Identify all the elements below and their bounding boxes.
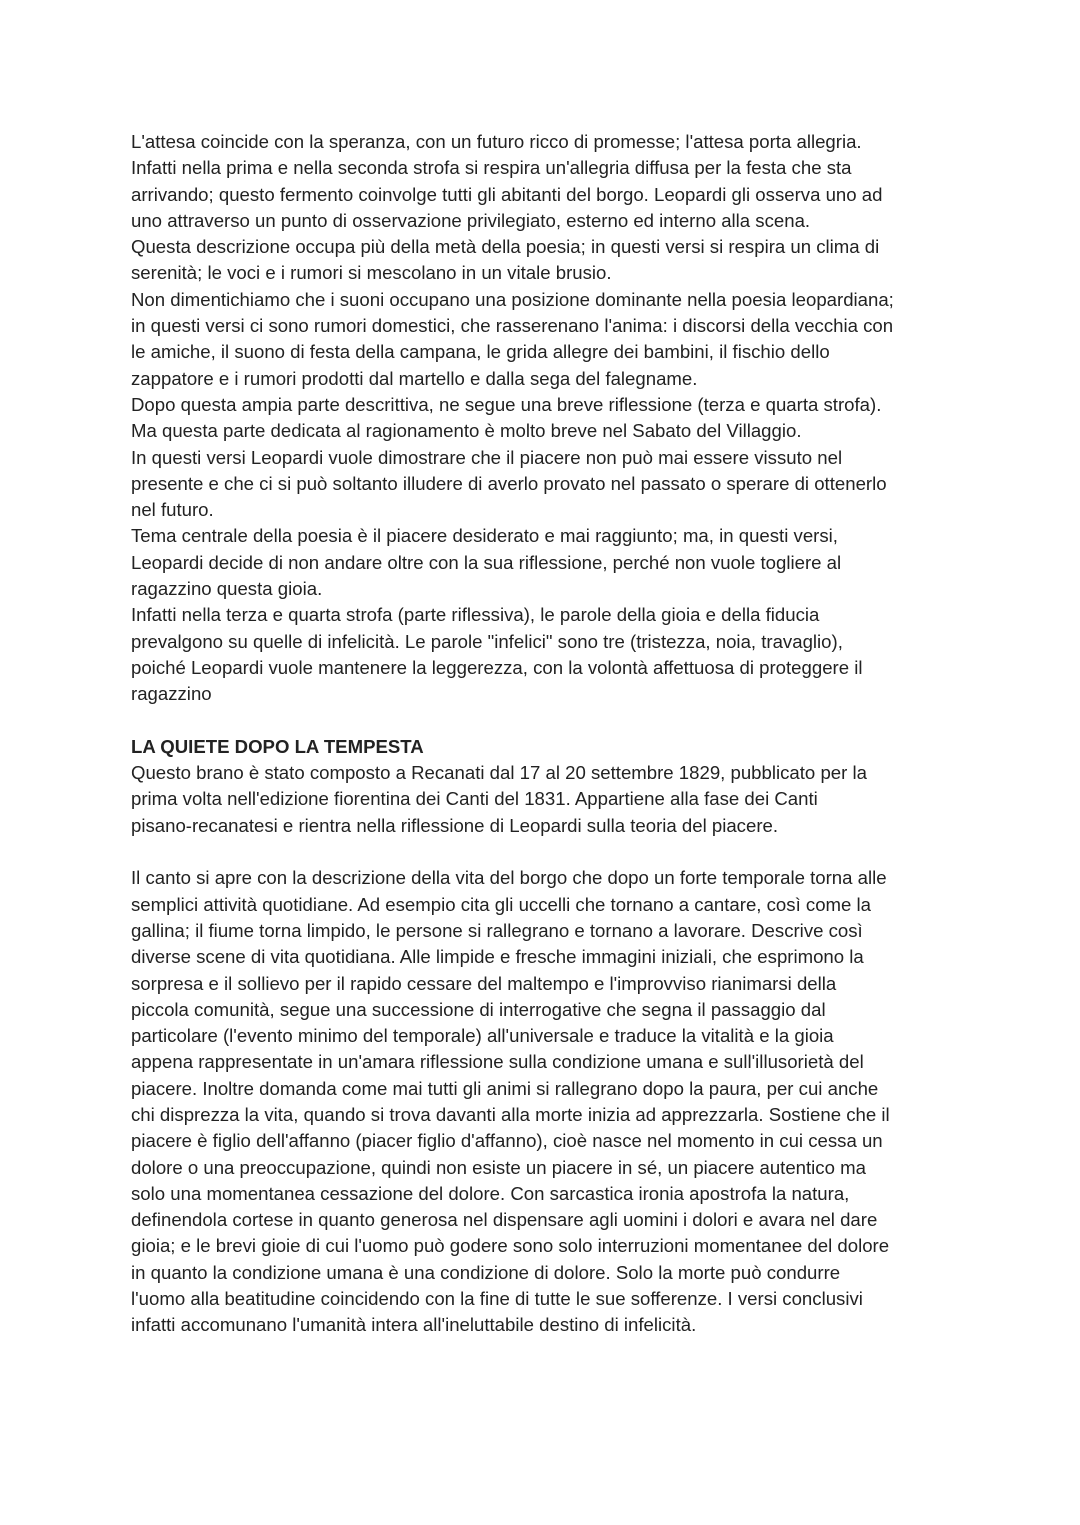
section-heading: LA QUIETE DOPO LA TEMPESTA (131, 735, 424, 757)
text-line: in questi versi ci sono rumori domestici, che rasserenano l'anima: i discorsi della vecchia con (131, 315, 894, 337)
text-line: l'uomo alla beatitudine coincidendo con la fine di tutte le sue sofferenze. I versi conclusivi (131, 1288, 863, 1310)
text-line: prima volta nell'edizione fiorentina dei Canti del 1831. Appartiene alla fase dei Canti (131, 788, 818, 810)
paragraph-sabato-analysis (131, 129, 961, 708)
text-line: pisano-recanatesi e rientra nella riflessione di Leopardi sulla teoria del piacere. (131, 814, 779, 836)
text-line: arrivando; questo fermento coinvolge tutti gli abitanti del borgo. Leopardi gli osserva uno ad (131, 183, 883, 205)
text-line: piccola comunità, segue una successione di interrogative che segna il passaggio dal (131, 998, 826, 1020)
text-line: sorpresa e il sollievo per il rapido cessare del maltempo e l'improvviso rianimarsi della (131, 972, 837, 994)
text-line: diverse scene di vita quotidiana. Alle limpide e fresche immagini iniziali, che esprimono la (131, 946, 864, 968)
text-line: uno attraverso un punto di osservazione privilegiato, esterno ed interno alla scena. (131, 209, 811, 231)
text-line: appena rappresentate in un'amara riflessione sulla condizione umana e sull'illusorietà del (131, 1051, 864, 1073)
blank-line (131, 839, 961, 865)
text-line: zappatore e i rumori prodotti dal martello e dalla sega del falegname. (131, 367, 698, 389)
text-line: definendola cortese in quanto generosa nel dispensare agli uomini i dolori e avara nel dare (131, 1209, 878, 1231)
text-line: prevalgono su quelle di infelicità. Le parole "infelici" sono tre (tristezza, noia, travaglio), (131, 630, 843, 652)
text-line: presente e che ci si può soltanto illudere di averlo provato nel passato o sperare di ottenerlo (131, 472, 887, 494)
text-line: In questi versi Leopardi vuole dimostrare che il piacere non può mai essere vissuto nel (131, 446, 843, 468)
text-line: ragazzino (131, 683, 212, 705)
text-line: L'attesa coincide con la speranza, con un futuro ricco di promesse; l'attesa porta allegria. (131, 131, 862, 152)
text-line: ragazzino questa gioia. (131, 578, 323, 600)
text-line: Infatti nella prima e nella seconda strofa si respira un'allegria diffusa per la festa che sta (131, 157, 852, 179)
text-line: particolare (l'evento minimo del temporale) all'universale e traduce la vitalità e la gioia (131, 1025, 834, 1047)
text-line: Tema centrale della poesia è il piacere desiderato e mai raggiunto; ma, in questi versi, (131, 525, 838, 547)
text-line: piacere. Inoltre domanda come mai tutti gli animi si rallegrano dopo la paura, per cui anche (131, 1077, 879, 1099)
text-line: Il canto si apre con la descrizione della vita del borgo che dopo un forte temporale torna alle (131, 867, 887, 889)
text-line: poiché Leopardi vuole mantenere la leggerezza, con la volontà affettuosa di proteggere il (131, 656, 863, 678)
text-line: solo una momentanea cessazione del dolore. Con sarcastica ironia apostrofa la natura, (131, 1182, 850, 1204)
text-line: Questo brano è stato composto a Recanati dal 17 al 20 settembre 1829, pubblicato per la (131, 762, 867, 784)
text-line: dolore o una preoccupazione, quindi non esiste un piacere in sé, un piacere autentico ma (131, 1156, 866, 1178)
text-line: Ma questa parte dedicata al ragionamento è molto breve nel Sabato del Villaggio. (131, 420, 802, 442)
text-line: Leopardi decide di non andare oltre con la sua riflessione, perché non vuole togliere al (131, 551, 842, 573)
text-line: gioia; e le brevi gioie di cui l'uomo può godere sono solo interruzioni momentanee del dolore (131, 1235, 890, 1257)
text-line: Questa descrizione occupa più della metà della poesia; in questi versi si respira un clima di (131, 236, 880, 258)
text-line: Dopo questa ampia parte descrittiva, ne segue una breve riflessione (terza e quarta strofa). (131, 393, 882, 415)
text-line: chi disprezza la vita, quando si trova davanti alla morte inizia ad apprezzarla. Sostiene che il (131, 1103, 890, 1125)
paragraph-quiete-intro (131, 760, 961, 839)
paragraph-quiete-analysis (131, 865, 961, 1338)
text-line: serenità; le voci e i rumori si mescolano in un vitale brusio. (131, 262, 612, 284)
text-line: Infatti nella terza e quarta strofa (parte riflessiva), le parole della gioia e della fiducia (131, 604, 820, 626)
text-line: infatti accomunano l'umanità intera all'ineluttabile destino di infelicità. (131, 1314, 697, 1336)
text-line: piacere è figlio dell'affanno (piacer figlio d'affanno), cioè nasce nel momento in cui cessa un (131, 1130, 883, 1152)
text-line: Non dimentichiamo che i suoni occupano una posizione dominante nella poesia leopardiana; (131, 288, 894, 310)
blank-line (131, 708, 961, 734)
text-line: nel futuro. (131, 499, 214, 521)
document-page (131, 129, 961, 1339)
text-line: gallina; il fiume torna limpido, le persone si rallegrano e tornano a lavorare. Descrive così (131, 919, 863, 941)
text-line: le amiche, il suono di festa della campana, le grida allegre dei bambini, il fischio dello (131, 341, 830, 363)
text-line: semplici attività quotidiane. Ad esempio cita gli uccelli che tornano a cantare, così come la (131, 893, 872, 915)
text-line: in quanto la condizione umana è una condizione di dolore. Solo la morte può condurre (131, 1261, 841, 1283)
